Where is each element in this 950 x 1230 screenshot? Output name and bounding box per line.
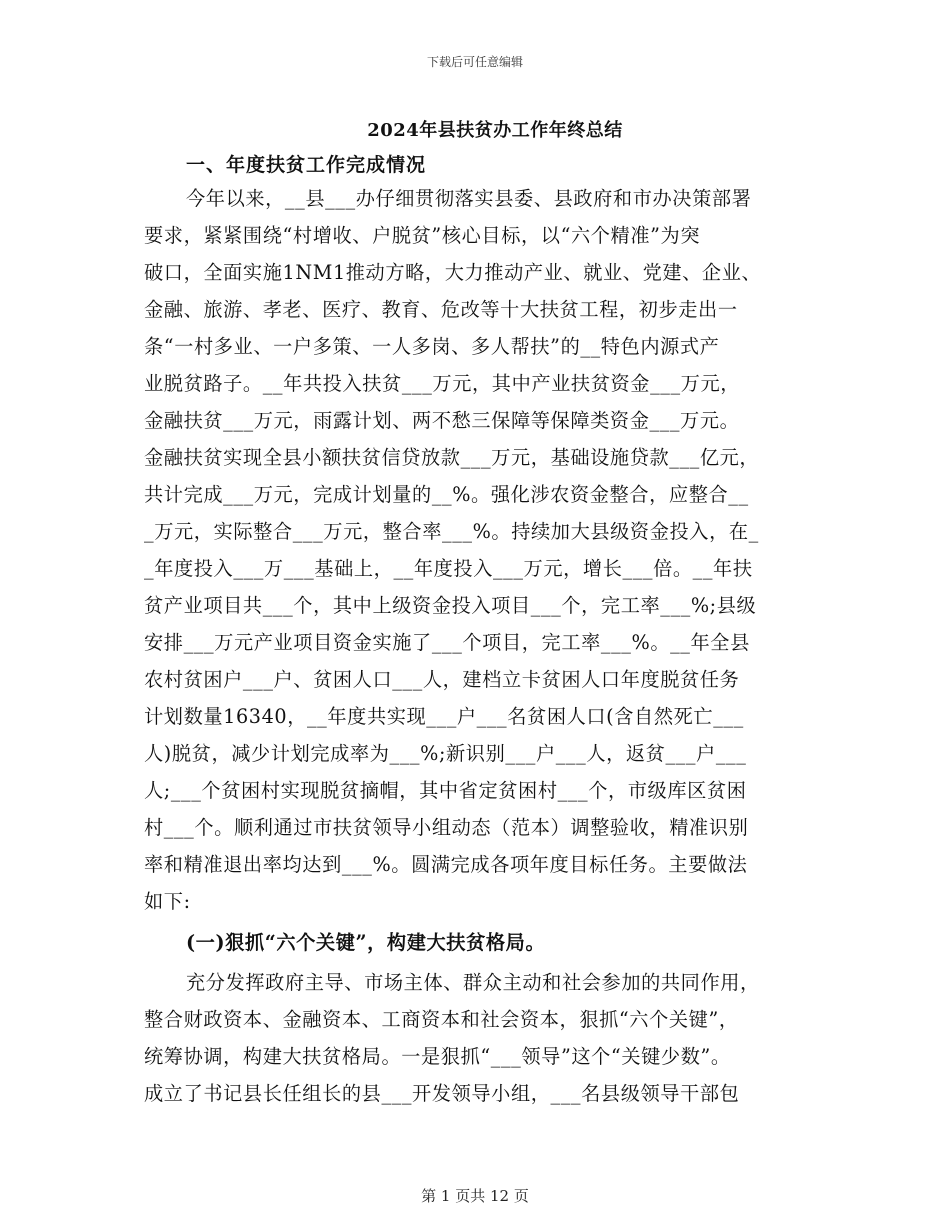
paragraph-line: 金融、旅游、孝老、医疗、教育、危改等十大扶贫工程，初步走出一	[144, 298, 738, 321]
paragraph-line: _年度投入___万___基础上，__年度投入___万元，增长___倍。__年扶	[144, 557, 753, 580]
paragraph-line: 人;___个贫困村实现脱贫摘帽，其中省定贫困村___个，市级库区贫困	[144, 779, 747, 802]
paragraph-line: 共计完成___万元，完成计划量的__%。强化涉农资金整合，应整合__	[144, 483, 749, 506]
paragraph-line: 条“一村多业、一户多策、一人多岗、多人帮扶”的__特色内源式产	[144, 335, 720, 358]
document-title: 2024年县扶贫办工作年终总结	[367, 120, 623, 141]
page-number: 第 1 页共 12 页	[421, 1187, 529, 1205]
paragraph-line: 农村贫困户___户、贫困人口___人，建档立卡贫困人口年度脱贫任务	[144, 668, 740, 691]
subheading: (一)狠抓“六个关键”，构建大扶贫格局。	[186, 931, 546, 954]
paragraph-line: 率和精准退出率均达到___%。圆满完成各项年度目标任务。主要做法	[144, 853, 748, 876]
paragraph-line: 贫产业项目共___个，其中上级资金投入项目___个，完工率___%;县级	[144, 594, 757, 617]
paragraph-line: 如下:	[144, 890, 191, 913]
paragraph-line: 村___个。顺利通过市扶贫领导小组动态（范本）调整验收，精准识别	[144, 816, 749, 839]
paragraph-line: 充分发挥政府主导、市场主体、群众主动和社会参加的共同作用，	[186, 971, 760, 994]
paragraph-line: 计划数量16340，__年度共实现___户___名贫困人口(含自然死亡___	[144, 705, 744, 728]
page-header-note: 下载后可任意编辑	[426, 55, 523, 69]
section-heading: 一、年度扶贫工作完成情况	[186, 154, 427, 176]
paragraph-line: 金融扶贫___万元，雨露计划、两不愁三保障等保障类资金___万元。	[144, 409, 740, 432]
paragraph-line: 统筹协调，构建大扶贫格局。一是狠抓“___领导”这个“关键少数”。	[144, 1045, 731, 1068]
paragraph-line: 业脱贫路子。__年共投入扶贫___万元，其中产业扶贫资金___万元，	[144, 372, 741, 395]
paragraph-line: 金融扶贫实现全县小额扶贫信贷放款___万元，基础设施贷款___亿元，	[144, 446, 760, 469]
paragraph-line: 今年以来，__县___办仔细贯彻落实县委、县政府和市办决策部署	[186, 187, 752, 210]
paragraph-line: 成立了书记县长任组长的县___开发领导小组，___名县级领导干部包	[144, 1082, 740, 1105]
paragraph-line: 整合财政资本、金融资本、工商资本和社会资本，狠抓“六个关键”，	[144, 1008, 739, 1031]
paragraph-line: _万元，实际整合___万元，整合率___%。持续加大县级资金投入，在_	[144, 520, 759, 543]
paragraph-line: 要求，紧紧围绕“村增收、户脱贫”核心目标，以“六个精准”为突	[144, 224, 701, 247]
paragraph-line: 人)脱贫，减少计划完成率为___%;新识别___户___人，返贫___户___	[144, 742, 747, 765]
paragraph-line: 安排___万元产业项目资金实施了___个项目，完工率___%。__年全县	[144, 631, 750, 654]
paragraph-line: 破口，全面实施1NM1推动方略，大力推动产业、就业、党建、企业、	[144, 261, 762, 284]
